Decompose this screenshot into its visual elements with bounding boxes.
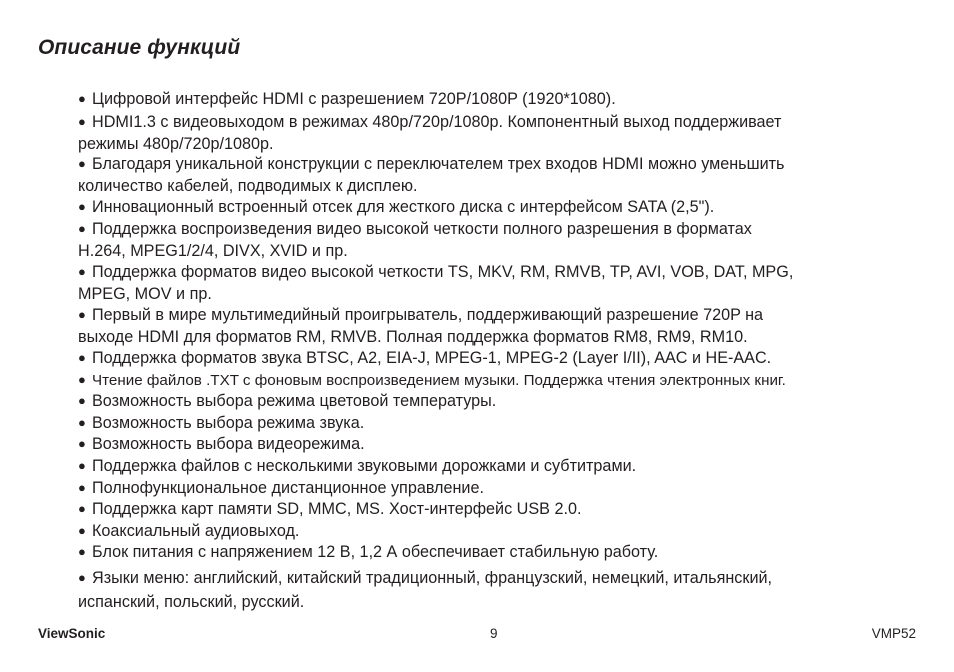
- bullet-icon: ●: [78, 199, 86, 214]
- list-item-text: Языки меню: английский, китайский традиционный, французский, немецкий, итальянский,: [92, 569, 773, 587]
- list-item-text: выходе HDMI для форматов RM, RMVB. Полная поддержка форматов RM8, RM9, RM10.: [78, 327, 748, 346]
- list-item-text: Полнофункциональное дистанционное управление.: [92, 479, 484, 497]
- bullet-icon: ●: [78, 91, 86, 106]
- list-item: [78, 455, 938, 478]
- list-item-text: количество кабелей, подводимых к дисплею.: [78, 176, 418, 195]
- list-item: [78, 347, 938, 370]
- list-item-text: Чтение файлов .TXT с фоновым воспроизведением музыки. Поддержка чтения электронных книг.: [92, 372, 786, 389]
- list-item-text: Поддержка форматов видео высокой четкости TS, MKV, RM, RMVB, TP, AVI, VOB, DAT, MPG,: [92, 263, 794, 281]
- list-item: [78, 390, 938, 413]
- bullet-icon: ●: [78, 523, 86, 538]
- page-number: 9: [490, 626, 498, 641]
- bullet-icon: ●: [78, 480, 86, 495]
- bullet-icon: ●: [78, 221, 86, 236]
- list-item-text: Коаксиальный аудиовыход.: [92, 522, 300, 540]
- list-item: [78, 477, 938, 500]
- list-item: [78, 566, 938, 614]
- bullet-icon: ●: [78, 436, 86, 451]
- bullet-icon: ●: [78, 156, 86, 171]
- list-item: [78, 433, 938, 456]
- bullet-icon: ●: [78, 307, 86, 322]
- page-title: Описание функций: [38, 36, 241, 59]
- list-item-text: испанский, польский, русский.: [78, 593, 305, 611]
- bullet-icon: ●: [78, 350, 86, 365]
- list-item: [78, 196, 938, 219]
- list-item-text: режимы 480p/720p/1080p.: [78, 134, 274, 153]
- list-item: [78, 520, 938, 543]
- bullet-icon: ●: [78, 544, 86, 559]
- bullet-icon: ●: [78, 570, 86, 585]
- bullet-icon: ●: [78, 415, 86, 430]
- bullet-icon: ●: [78, 458, 86, 473]
- list-item-text: MPEG, MOV и пр.: [78, 284, 212, 303]
- list-item-text: H.264, MPEG1/2/4, DIVX, XVID и пр.: [78, 241, 348, 260]
- list-item: [78, 498, 938, 521]
- footer-model: VMP52: [871, 626, 916, 641]
- list-item-text: Поддержка воспроизведения видео высокой четкости полного разрешения в форматах: [92, 220, 752, 238]
- list-item-text: Возможность выбора режима цветовой температуры.: [92, 392, 497, 410]
- list-item: [78, 304, 938, 348]
- list-item-text: Поддержка файлов с несколькими звуковыми дорожками и субтитрами.: [92, 457, 637, 475]
- list-item-text: Возможность выбора режима звука.: [92, 414, 365, 432]
- list-item: [78, 88, 938, 111]
- list-item: [78, 153, 938, 197]
- bullet-icon: ●: [78, 372, 86, 387]
- bullet-icon: ●: [78, 114, 86, 129]
- list-item: [78, 111, 938, 155]
- list-item: [78, 218, 938, 262]
- list-item-text: Первый в мире мультимедийный проигрыватель, поддерживающий разрешение 720P на: [92, 306, 764, 324]
- list-item-text: Поддержка карт памяти SD, MMC, MS. Хост-интерфейс USB 2.0.: [92, 500, 582, 518]
- list-item-text: Поддержка форматов звука BTSC, A2, EIA-J, MPEG-1, MPEG-2 (Layer I/II), AAC и HE-AAC.: [92, 349, 772, 367]
- bullet-icon: ●: [78, 393, 86, 408]
- bullet-icon: ●: [78, 501, 86, 516]
- bullet-icon: ●: [78, 264, 86, 279]
- list-item-text: Возможность выбора видеорежима.: [92, 435, 365, 453]
- list-item-text: Благодаря уникальной конструкции с переключателем трех входов HDMI можно уменьшить: [92, 155, 785, 173]
- list-item: [78, 369, 938, 392]
- list-item-text: Блок питания с напряжением 12 В, 1,2 А обеспечивает стабильную работу.: [92, 543, 659, 561]
- footer-brand: ViewSonic: [38, 626, 106, 641]
- list-item: [78, 412, 938, 435]
- list-item: [78, 261, 938, 305]
- list-item: [78, 541, 938, 564]
- list-item-text: HDMI1.3 с видеовыходом в режимах 480p/720p/1080p. Компонентный выход поддерживает: [92, 113, 782, 131]
- list-item-text: Цифровой интерфейс HDMI с разрешением 720P/1080P (1920*1080).: [92, 90, 616, 108]
- list-item-text: Инновационный встроенный отсек для жесткого диска с интерфейсом SATA (2,5").: [92, 198, 715, 216]
